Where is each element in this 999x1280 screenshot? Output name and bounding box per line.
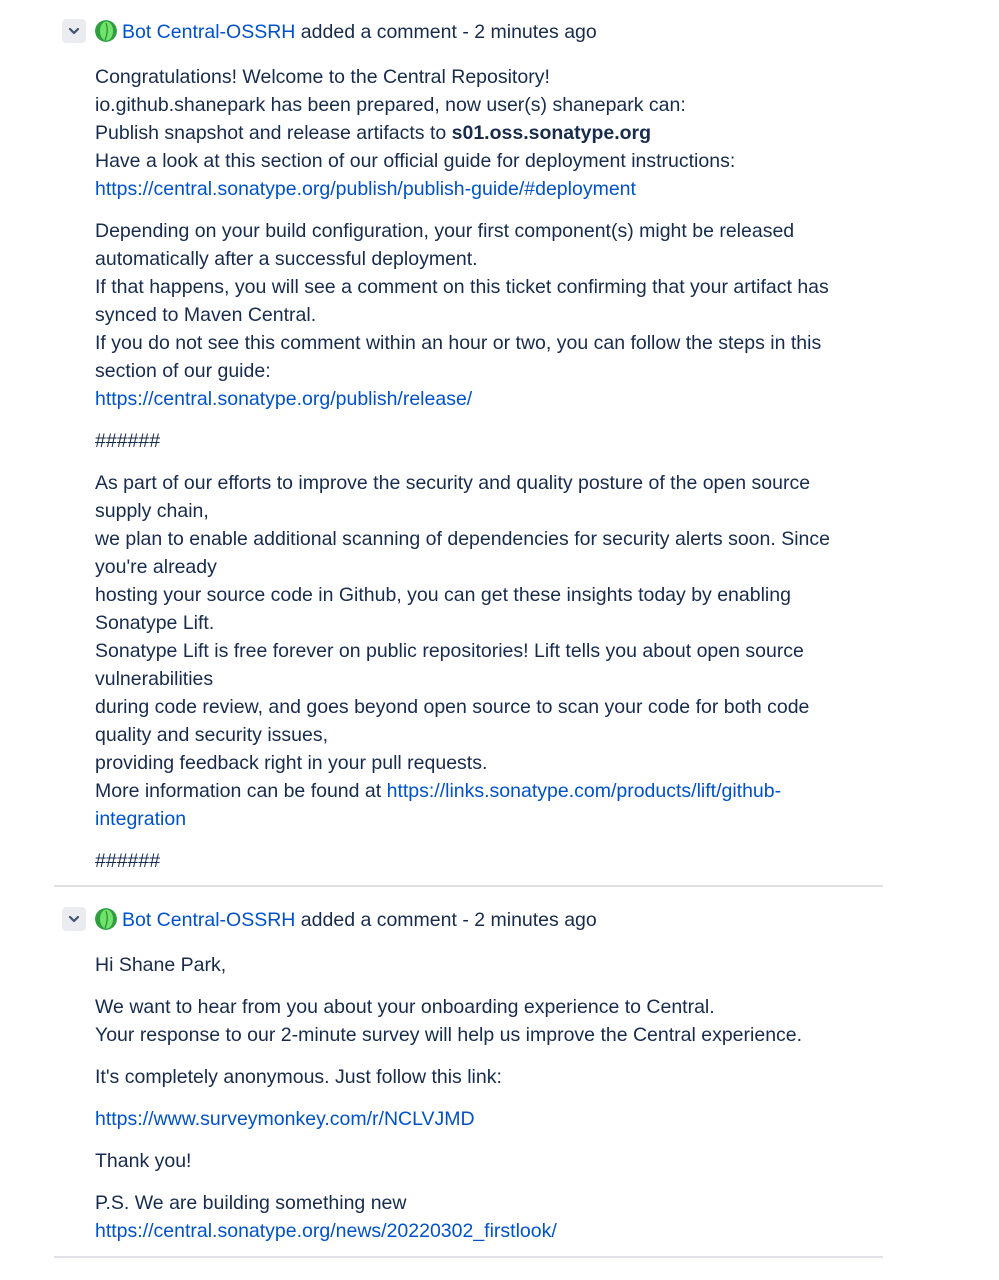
body-text: Your response to our 2-minute survey will help us improve the Central experience. [95, 1024, 803, 1046]
body-text: vulnerabilities [95, 668, 214, 690]
body-text: Publish snapshot and release artifacts to s01.oss.sonatype.org [95, 122, 652, 144]
deployment-guide-link[interactable]: https://central.sonatype.org/publish/publish-guide/#deployment [95, 178, 636, 200]
server-host: s01.oss.sonatype.org [451, 122, 652, 144]
avatar[interactable] [95, 20, 117, 42]
release-guide-link[interactable]: https://central.sonatype.org/publish/release/ [95, 388, 473, 410]
separator-text: ###### [95, 850, 161, 872]
body-text: Sonatype Lift. [95, 612, 215, 634]
body-text: we plan to enable additional scanning of dependencies for security alerts soon. Since [95, 528, 830, 550]
author-link[interactable]: Bot Central-OSSRH [122, 909, 296, 931]
body-text: quality and security issues, [95, 724, 329, 746]
body-text: It's completely anonymous. Just follow this link: [95, 1066, 502, 1088]
comment-1 [54, 16, 883, 872]
comment-2 [54, 904, 883, 1242]
comment-divider [54, 1256, 883, 1258]
comment-meta [122, 906, 597, 934]
comment-header [54, 16, 883, 48]
greeting-text: Hi Shane Park, [95, 954, 227, 976]
separator-text: ###### [95, 430, 161, 452]
leaf-avatar-icon [95, 20, 117, 42]
body-text: We want to hear from you about your onboarding experience to Central. [95, 996, 715, 1018]
body-text: If you do not see this comment within an hour or two, you can follow the steps in this [95, 332, 822, 354]
comment-header [54, 904, 883, 936]
body-text: Have a look at this section of our official guide for deployment instructions: [95, 150, 736, 172]
body-text: P.S. We are building something new [95, 1192, 407, 1214]
comment-time[interactable]: 2 minutes ago [474, 21, 597, 43]
body-text: providing feedback right in your pull requests. [95, 752, 488, 774]
author-link[interactable]: Bot Central-OSSRH [122, 21, 296, 43]
chevron-down-icon [67, 24, 81, 38]
survey-link[interactable]: https://www.surveymonkey.com/r/NCLVJMD [95, 1108, 475, 1130]
body-text: automatically after a successful deployment. [95, 248, 478, 270]
comment-meta [122, 18, 597, 46]
body-text: Thank you! [95, 1150, 192, 1172]
lift-integration-link[interactable]: https://links.sonatype.com/products/lift/github- [386, 780, 782, 802]
comment-divider [54, 885, 883, 887]
body-text: io.github.shanepark has been prepared, now user(s) shanepark can: [95, 94, 686, 116]
chevron-down-icon [67, 912, 81, 926]
body-text: hosting your source code in Github, you can get these insights today by enabling [95, 584, 791, 606]
avatar[interactable] [95, 908, 117, 930]
leaf-avatar-icon [95, 908, 117, 930]
collapse-toggle-button[interactable] [62, 19, 86, 43]
body-text: More information can be found at https://links.sonatype.com/products/lift/github- [95, 780, 782, 802]
news-link[interactable]: https://central.sonatype.org/news/20220302_firstlook/ [95, 1220, 557, 1242]
body-text: Congratulations! Welcome to the Central Repository! [95, 66, 550, 88]
body-text: you're already [95, 556, 217, 578]
body-text: If that happens, you will see a comment on this ticket confirming that your artifact has [95, 276, 829, 298]
body-text: Depending on your build configuration, your first component(s) might be released [95, 220, 795, 242]
comment-action: added a comment - [295, 21, 475, 43]
body-text: supply chain, [95, 500, 209, 522]
body-text: during code review, and goes beyond open source to scan your code for both code [95, 696, 810, 718]
body-text: Sonatype Lift is free forever on public repositories! Lift tells you about open source [95, 640, 804, 662]
body-text: As part of our efforts to improve the security and quality posture of the open source [95, 472, 811, 494]
body-text: synced to Maven Central. [95, 304, 317, 326]
collapse-toggle-button[interactable] [62, 907, 86, 931]
comment-time[interactable]: 2 minutes ago [474, 909, 597, 931]
comment-action: added a comment - [295, 909, 475, 931]
lift-integration-link-cont[interactable]: integration [95, 808, 187, 830]
body-text: section of our guide: [95, 360, 271, 382]
